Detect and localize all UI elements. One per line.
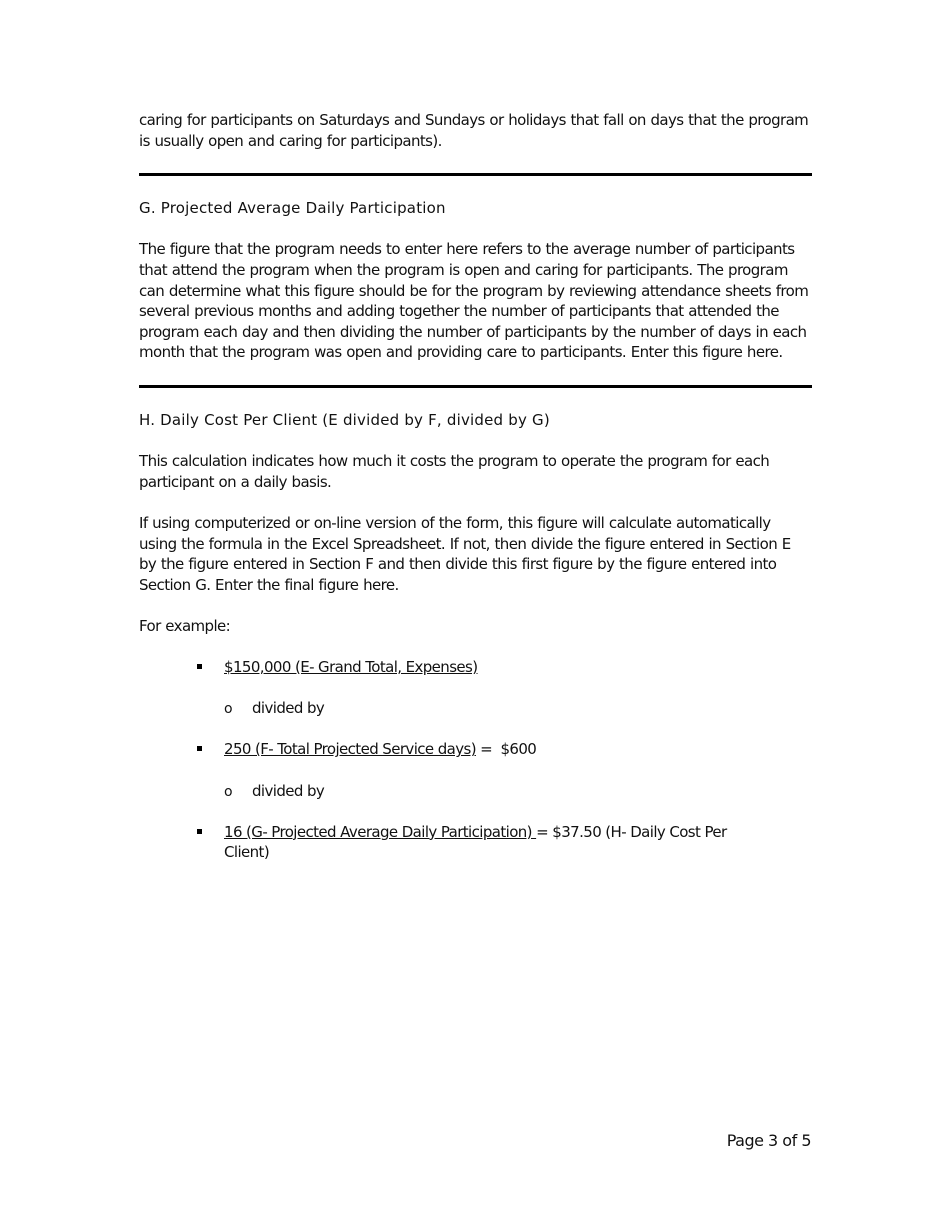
example-sub-item-2-text: divided by bbox=[252, 781, 325, 800]
section-divider bbox=[139, 385, 812, 388]
example-item-3-result: = $37.50 (H- Daily Cost Per Client) bbox=[224, 822, 727, 862]
section-g-body: The figure that the program needs to enter here refers to the average number of participants that attend the program when the program is open and caring for participants. The program can determine what this figure should be for the program by reviewing attendance sheets from several previous months and adding together the number of participants that attended the program each day and then dividing the number of participants by the number of days in each month that the program was open and providing care to participants. Enter this figure here. bbox=[139, 240, 809, 362]
example-sub-item-1-text: divided by bbox=[252, 699, 325, 718]
example-item-2-underlined: 250 (F- Total Projected Service days) bbox=[224, 740, 476, 759]
example-list-item bbox=[139, 657, 812, 678]
square-bullet-icon bbox=[197, 664, 202, 669]
section-divider bbox=[139, 173, 812, 176]
section-g-heading: G. Projected Average Daily Participation bbox=[139, 199, 446, 218]
square-bullet-icon bbox=[197, 746, 202, 751]
page-number: Page 3 of 5 bbox=[726, 1131, 811, 1150]
example-item-2-result: = $600 bbox=[475, 740, 537, 759]
example-item-1-text: $150,000 (E- Grand Total, Expenses) bbox=[224, 658, 478, 677]
intro-paragraph: caring for participants on Saturdays and Sundays or holidays that fall on days that the program is usually open and caring for participants). bbox=[139, 111, 809, 150]
example-list-item bbox=[139, 822, 812, 863]
circle-bullet-icon: o bbox=[224, 701, 232, 718]
example-sub-item bbox=[139, 698, 812, 719]
circle-bullet-icon: o bbox=[224, 783, 232, 800]
section-h-heading: H. Daily Cost Per Client (E divided by F, divided by G) bbox=[139, 410, 550, 429]
section-h-paragraph-2: If using computerized or on-line version of the form, this figure will calculate automatically using the formula in the Excel Spreadsheet. If not, then divide the figure entered in Section E by the figure entered in Section F and then divide this first figure by the figure entered into Section G. Enter the final figure here. bbox=[139, 513, 791, 594]
square-bullet-icon bbox=[197, 829, 202, 834]
section-h-paragraph-1: This calculation indicates how much it costs the program to operate the program for each participant on a daily basis. bbox=[139, 452, 770, 491]
example-list-item bbox=[139, 739, 812, 760]
example-item-3-underlined: 16 (G- Projected Average Daily Participation) bbox=[224, 822, 537, 841]
example-label: For example: bbox=[139, 616, 231, 635]
page-content bbox=[139, 110, 812, 884]
example-sub-item bbox=[139, 781, 812, 802]
